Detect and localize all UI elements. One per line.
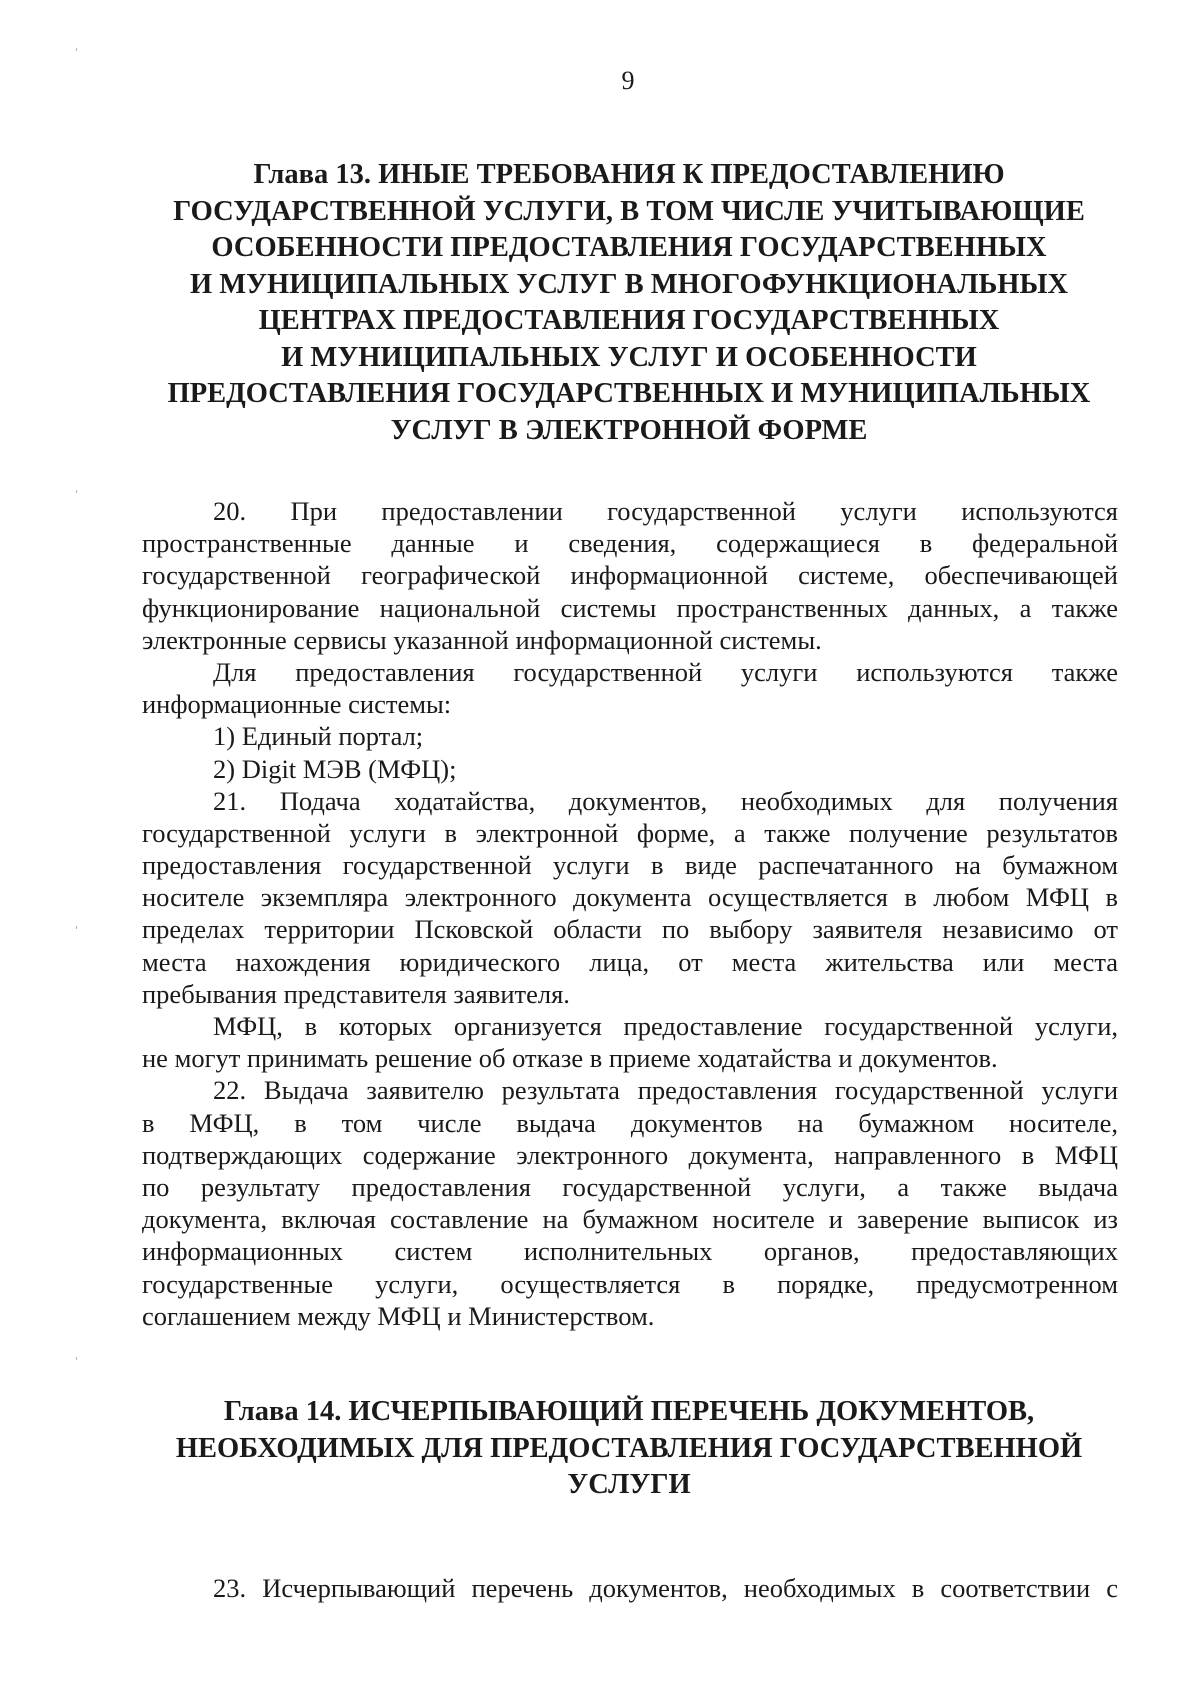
heading-line: И МУНИЦИПАЛЬНЫХ УСЛУГ В МНОГОФУНКЦИОНАЛЬНЫХ [189, 268, 1069, 300]
paragraph-systems-line: информационные системы: [142, 689, 452, 720]
heading-line: ПРЕДОСТАВЛЕНИЯ ГОСУДАРСТВЕННЫХ И МУНИЦИПАЛЬНЫХ [167, 378, 1091, 409]
heading-line: ЦЕНТРАХ ПРЕДОСТАВЛЕНИЯ ГОСУДАРСТВЕННЫХ [258, 305, 1000, 336]
body-text-section-1 [142, 495, 1118, 1332]
paragraph-21-line: пребывания представителя заявителя. [142, 978, 570, 1009]
paragraph-systems-line: Для предоставления государственной услуги используются также [213, 656, 1118, 687]
paragraph-22-line: в МФЦ, в том числе выдача документов на бумажном носителе, [142, 1107, 1118, 1138]
paragraph-22-line: государственные услуги, осуществляется в порядке, предусмотренном [142, 1268, 1118, 1299]
paragraph-22-line: документа, включая составление на бумажном носителе и заверение выписок из [142, 1204, 1118, 1235]
chapter-13-heading [140, 157, 1118, 449]
paragraph-20-line: функционирование национальной системы пространственных данных, а также [142, 592, 1118, 623]
heading-line: ОСОБЕННОСТИ ПРЕДОСТАВЛЕНИЯ ГОСУДАРСТВЕННЫХ [211, 232, 1047, 263]
heading-line: ГОСУДАРСТВЕННОЙ УСЛУГИ, В ТОМ ЧИСЛЕ УЧИТЫВАЮЩИЕ [173, 195, 1085, 227]
heading-line: Глава 13. ИНЫЕ ТРЕБОВАНИЯ К ПРЕДОСТАВЛЕНИЮ [253, 159, 1005, 190]
scan-mark [76, 926, 77, 929]
paragraph-22-line: подтверждающих содержание электронного документа, направленного в МФЦ [142, 1139, 1118, 1170]
paragraph-mfc-line: не могут принимать решение об отказе в приеме ходатайства и документов. [142, 1043, 998, 1074]
paragraph-21-line: 21. Подача ходатайства, документов, необходимых для получения [213, 785, 1118, 816]
heading-line: НЕОБХОДИМЫХ ДЛЯ ПРЕДОСТАВЛЕНИЯ ГОСУДАРСТВЕННОЙ [175, 1432, 1083, 1464]
paragraph-20-line: пространственные данные и сведения, содержащиеся в федеральной [142, 528, 1118, 559]
paragraph-20-line: государственной географической информационной системе, обеспечивающей [142, 560, 1118, 591]
paragraph-21-line: носителе экземпляра электронного документа осуществляется в любом МФЦ в [142, 882, 1118, 913]
heading-line: УСЛУГИ [567, 1469, 691, 1500]
heading-line: УСЛУГ В ЭЛЕКТРОННОЙ ФОРМЕ [390, 414, 868, 446]
list-item: 2) Digit МЭВ (МФЦ); [213, 753, 457, 784]
paragraph-22-line: 22. Выдача заявителю результата предоставления государственной услуги [213, 1075, 1118, 1106]
paragraph-21-line: государственной услуги в электронной форме, а также получение результатов [142, 817, 1118, 848]
scan-mark [76, 48, 77, 51]
scan-mark [76, 1357, 77, 1360]
scan-mark [76, 490, 77, 493]
paragraph-20-line: электронные сервисы указанной информационной системы. [142, 624, 822, 655]
paragraph-22-line: соглашением между МФЦ и Министерством. [142, 1300, 655, 1331]
page-number: 9 [621, 66, 635, 95]
paragraph-22-line: информационных систем исполнительных органов, предоставляющих [142, 1236, 1118, 1267]
chapter-14-heading [140, 1394, 1118, 1504]
paragraph-22-line: по результату предоставления государственной услуги, а также выдача [142, 1171, 1118, 1202]
heading-line: Глава 14. ИСЧЕРПЫВАЮЩИЙ ПЕРЕЧЕНЬ ДОКУМЕНТОВ, [223, 1396, 1035, 1427]
paragraph-mfc-line: МФЦ, в которых организуется предоставление государственной услуги, [213, 1011, 1118, 1041]
paragraph-21-line: пределах территории Псковской области по выбору заявителя независимо от [142, 914, 1118, 945]
paragraph-20-line: 20. При предоставлении государственной услуги используются [213, 496, 1118, 526]
list-item: 1) Единый портал; [213, 721, 424, 752]
paragraph-23-line: 23. Исчерпывающий перечень документов, необходимых в соответствии с [213, 1573, 1118, 1603]
heading-line: И МУНИЦИПАЛЬНЫХ УСЛУГ И ОСОБЕННОСТИ [281, 341, 977, 373]
body-text-section-2 [142, 1572, 1118, 1604]
paragraph-21-line: предоставления государственной услуги в виде распечатанного на бумажном [142, 850, 1118, 881]
paragraph-21-line: места нахождения юридического лица, от места жительства или места [142, 946, 1118, 977]
